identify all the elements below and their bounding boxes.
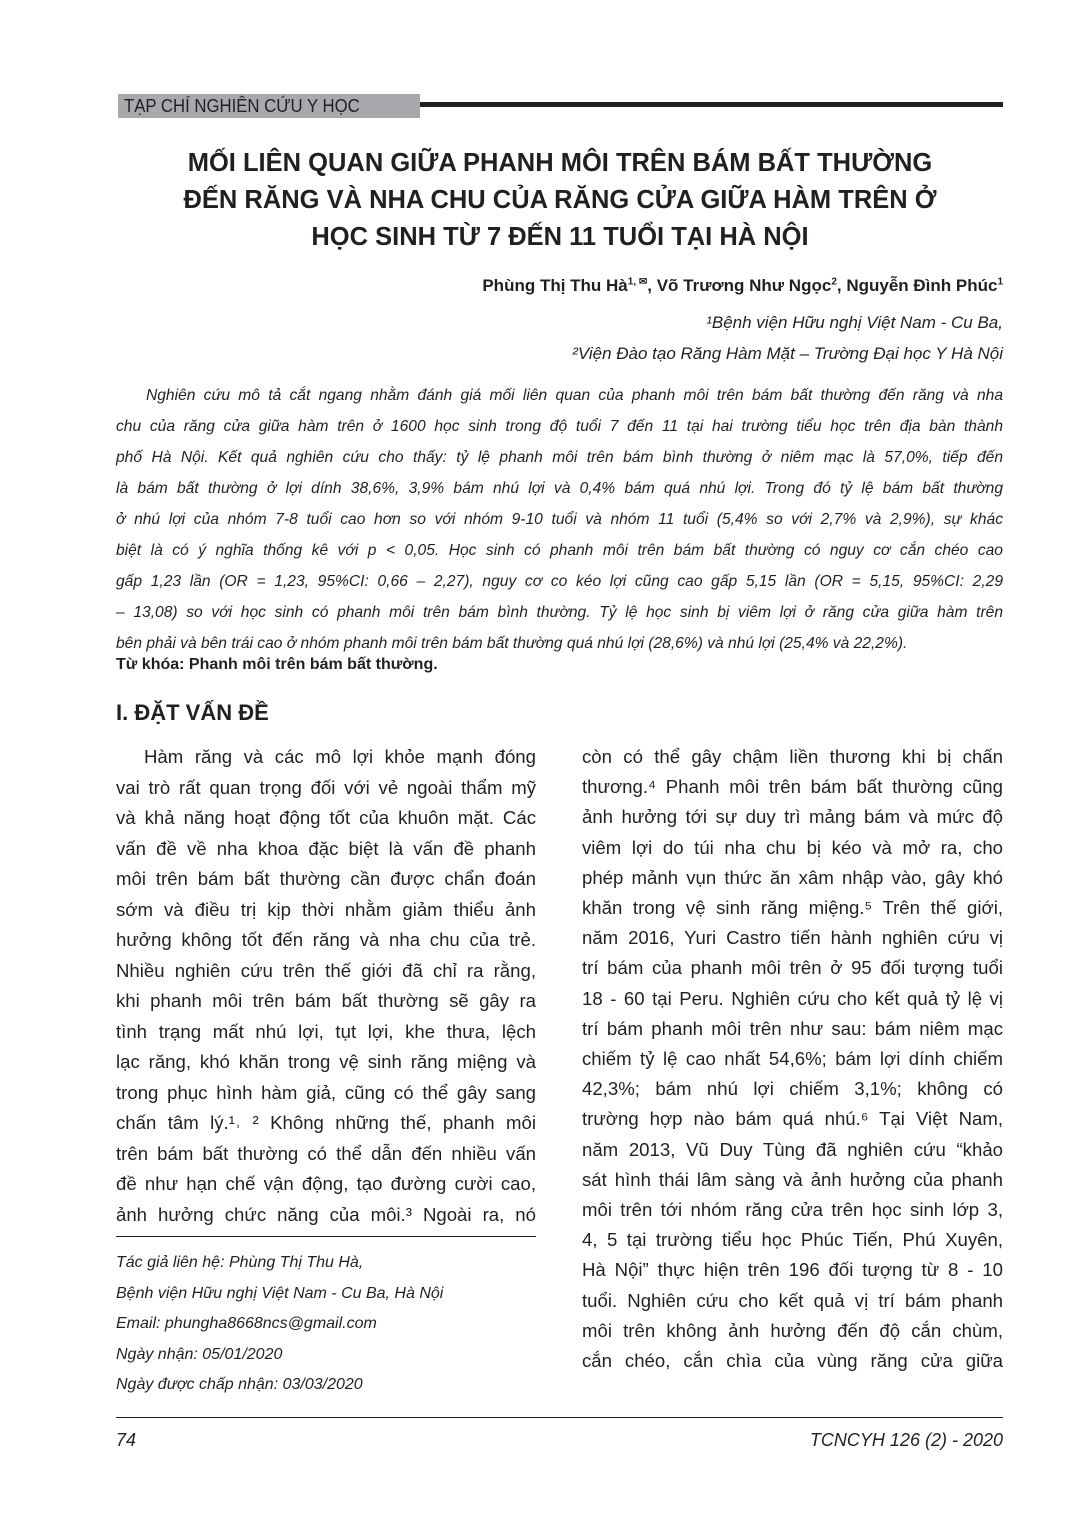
- text-line: môi trên không ảnh hưởng đến độ cắn chùm,: [582, 1319, 1003, 1341]
- text-line: Nhiều nghiên cứu trên thế giới đã chỉ ra rằng,: [116, 959, 536, 981]
- section-heading: I. ĐẶT VẤN ĐỀ: [116, 700, 269, 725]
- article-title: [100, 145, 1020, 256]
- header-rule: [420, 102, 1003, 107]
- text-line: ảnh hưởng tới sự duy trì mảng bám và mức độ: [582, 806, 1003, 828]
- footnote-email[interactable]: Email: phungha8668ncs@gmail.com: [116, 1315, 377, 1332]
- page-number: 74: [116, 1430, 137, 1450]
- text-line: hưởng không tốt đến răng và nha chu của trẻ.: [116, 929, 536, 950]
- text-line: môi trên tới nhóm răng cửa trên học sinh lớp 3,: [582, 1199, 1003, 1221]
- text-line: ảnh hưởng chức năng của môi.³ Ngoài ra, nó: [116, 1203, 536, 1225]
- text-line: vai trò rất quan trọng đối với vẻ ngoài thẩm mỹ: [116, 776, 536, 798]
- text-line: năm 2013, Vũ Duy Tùng đã nghiên cứu “khảo: [582, 1138, 1003, 1160]
- text-line: 18 - 60 tại Peru. Nghiên cứu cho kết quả tỷ lệ vị: [582, 987, 1003, 1009]
- text-line: trí bám phanh môi trên như sau: bám niêm mạc: [582, 1017, 1003, 1039]
- text-line: khăn trong vệ sinh răng miệng.⁵ Trên thế giới,: [582, 897, 1003, 919]
- text-line: lạc răng, khó khăn trong vệ sinh răng miệng và: [116, 1051, 536, 1072]
- author-affiliation-mark: 2: [831, 276, 837, 288]
- footnote-line: Bệnh viện Hữu nghị Việt Nam - Cu Ba, Hà Nội: [116, 1284, 444, 1302]
- text-line: viêm lợi do túi nha chu bị kéo và mở ra, cho: [582, 836, 1003, 858]
- footnote-rule: [116, 1236, 536, 1237]
- text-line: Hà Nội” thực hiện trên 196 đối tượng từ 8 - 10: [582, 1259, 1003, 1281]
- keywords: Từ khóa: Phanh môi trên bám bất thường.: [116, 656, 438, 673]
- text-line: ở nhú lợi của nhóm 7-8 tuổi cao hơn so với nhóm 9-10 tuổi và nhóm 11 tuổi (5,4% so với 2,7% và 2,9%), sự khác: [116, 511, 1003, 528]
- text-line: còn có thể gây chậm liền thương khi bị chấn: [582, 746, 1003, 767]
- footnote-line: Ngày nhận: 05/01/2020: [116, 1345, 283, 1363]
- affiliation: ²Viện Đào tạo Răng Hàm Mặt – Trường Đại học Y Hà Nội: [572, 344, 1003, 363]
- author-affiliation-mark: 1, ✉: [627, 276, 648, 288]
- journal-name: TẠP CHÍ NGHIÊN CỨU Y HỌC: [124, 96, 360, 116]
- title-line: MỐI LIÊN QUAN GIỮA PHANH MÔI TRÊN BÁM BẤT THƯỜNG: [187, 149, 933, 177]
- journal-reference: TCNCYH 126 (2) - 2020: [809, 1430, 1003, 1450]
- text-line: phố Hà Nội. Kết quả nghiên cứu cho thấy: tỷ lệ phanh môi trên bám bình thường ở niêm mạc là 57,0%, tiếp đến: [116, 449, 1003, 466]
- footnote-line: Tác giả liên hệ: Phùng Thị Thu Hà,: [116, 1254, 364, 1271]
- text-line: trường hợp nào bám quá nhú.⁶ Tại Việt Nam,: [582, 1108, 1003, 1130]
- text-line: – 13,08) so với học sinh có phanh môi trên bám bình thường. Tỷ lệ học sinh bị viêm lợi ở răng cửa giữa hàm trên: [116, 604, 1003, 621]
- author: , Võ Trương Như Ngọc: [647, 276, 832, 295]
- text-line: môi trên bám bất thường cần được chẩn đoán: [116, 868, 536, 889]
- text-line: Nghiên cứu mô tả cắt ngang nhằm đánh giá mối liên quan của phanh môi trên bám bất thường đến răng và nha: [146, 387, 1003, 404]
- text-line: sát hình thái lâm sàng và ảnh hưởng của phanh: [582, 1168, 1003, 1190]
- text-line: phép mảnh vụn thức ăn xâm nhập vào, gây khó: [582, 866, 1003, 888]
- text-line: chấn tâm lý.¹˒ ² Không những thế, phanh môi: [116, 1112, 536, 1133]
- body-column-left: [116, 742, 536, 1230]
- text-line: là bám bất thường ở lợi dính 38,6%, 3,9% bám nhú lợi và 0,4% bám quá nhú lợi. Trong đó tỷ lệ bám bất thường: [116, 480, 1003, 497]
- text-line: sớm và điều trị kịp thời nhằm giảm thiểu ảnh: [116, 898, 536, 920]
- title-line: HỌC SINH TỪ 7 ĐẾN 11 TUỔI TẠI HÀ NỘI: [311, 223, 809, 251]
- text-line: trí bám của phanh môi trên ở 95 đối tượng tuổi: [582, 957, 1003, 979]
- title-line: ĐẾN RĂNG VÀ NHA CHU CỦA RĂNG CỬA GIỮA HÀM TRÊN Ở: [183, 186, 937, 214]
- text-line: khi phanh môi trên bám bất thường sẽ gây ra: [116, 990, 536, 1011]
- text-line: bên phải và bên trái cao ở nhóm phanh môi trên bám bất thường quá nhú lợi (28,6%) và nhú lợi (25,4% và 22,2%).: [116, 635, 908, 652]
- text-line: biệt là có ý nghĩa thống kê với p < 0,05. Học sinh có phanh môi trên bám bất thường có nguy cơ cắn chéo cao: [116, 542, 1003, 559]
- text-line: tuổi. Nghiên cứu cho kết quả vị trí bám phanh: [582, 1289, 1003, 1311]
- text-line: Hàm răng và các mô lợi khỏe mạnh đóng: [144, 746, 536, 767]
- author-affiliation-mark: 1: [997, 276, 1003, 288]
- text-line: chiếm tỷ lệ cao nhất 54,6%; bám lợi dính chiếm: [582, 1048, 1003, 1070]
- text-line: tình trạng mất nhú lợi, tụt lợi, khe thưa, lệch: [116, 1020, 536, 1042]
- text-line: trên bám bất thường có thể dẫn đến nhiều vấn: [116, 1142, 536, 1164]
- author: , Nguyễn Đình Phúc: [836, 276, 998, 295]
- corresponding-author-note: [116, 1248, 443, 1401]
- abstract: [116, 380, 1003, 659]
- text-line: 42,3%; bám nhú lợi chiếm 3,1%; không có: [582, 1078, 1003, 1100]
- body-column-right: [582, 742, 1003, 1376]
- text-line: 4, 5 tại trường tiểu học Phúc Tiến, Phú Xuyên,: [582, 1229, 1003, 1251]
- text-line: vấn đề về nha khoa đặc biệt là vấn đề phanh: [116, 837, 536, 859]
- footer-rule: [116, 1417, 1003, 1418]
- text-line: cắn chéo, cắn chìa của vùng răng cửa giữa: [582, 1350, 1003, 1372]
- text-line: gấp 1,23 lần (OR = 1,23, 95%CI: 0,66 – 2,27), nguy cơ co kéo lợi cũng cao gấp 5,15 lần (OR = 5,15, 95%CI: 2,29: [116, 573, 1003, 590]
- text-line: đề như hạn chế vận động, tạo đường cười cao,: [116, 1173, 536, 1194]
- text-line: và khả năng hoạt động tốt của khuôn mặt. Các: [116, 807, 536, 828]
- text-line: chu của răng cửa giữa hàm trên ở 1600 học sinh trong độ tuổi 7 đến 11 tại hai trường tiểu học trên địa bàn thành: [116, 418, 1003, 435]
- text-line: trong phục hình hàm giả, cũng có thể gây sang: [116, 1081, 536, 1103]
- footnote-line: Ngày được chấp nhận: 03/03/2020: [116, 1376, 363, 1393]
- text-line: năm 2016, Yuri Castro tiến hành nghiên cứu vị: [582, 927, 1003, 949]
- author: Phùng Thị Thu Hà: [482, 276, 628, 295]
- affiliation: ¹Bệnh viện Hữu nghị Việt Nam - Cu Ba,: [706, 313, 1003, 332]
- author-list: [482, 276, 1003, 296]
- text-line: thương.⁴ Phanh môi trên bám bất thường cũng: [582, 776, 1003, 798]
